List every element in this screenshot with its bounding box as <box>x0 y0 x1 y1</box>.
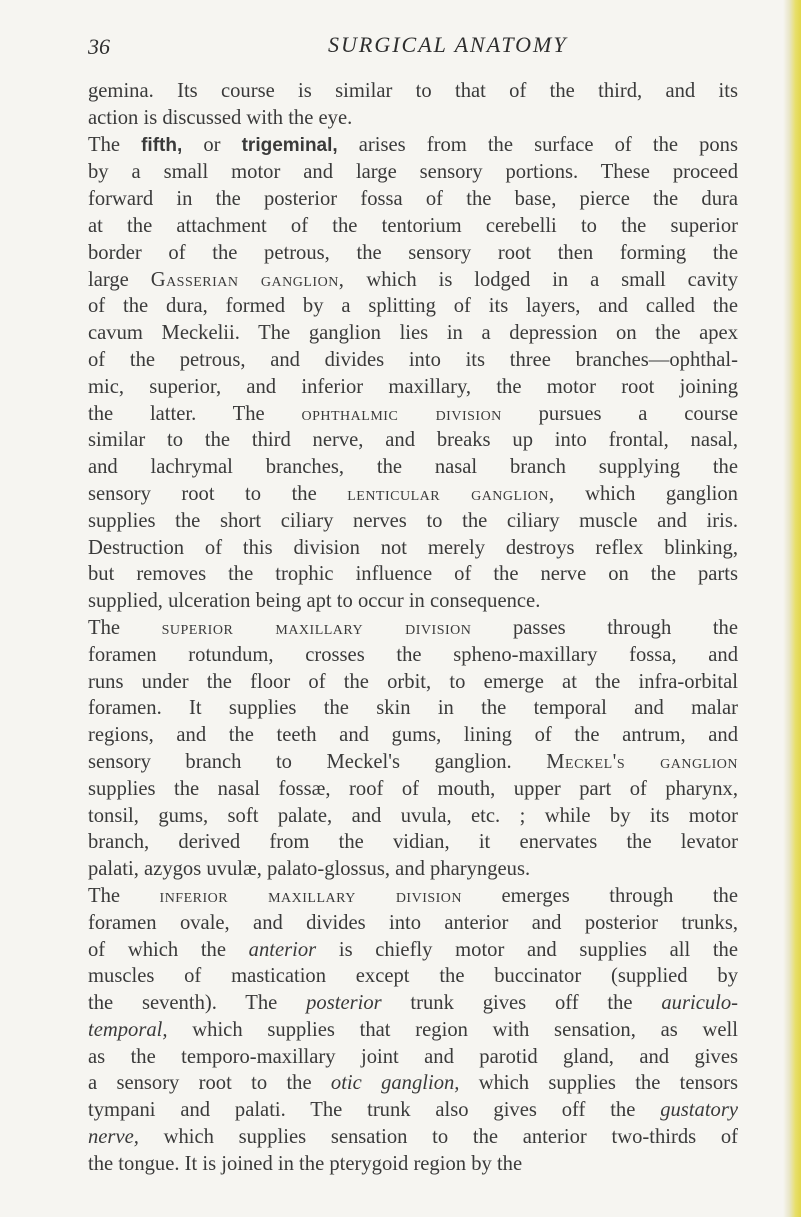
text-line <box>88 240 738 267</box>
bold-term: fifth, <box>141 134 183 156</box>
text-run: The <box>88 133 142 156</box>
text-line <box>88 963 738 990</box>
text-run: Destruction of this division not merely destroys reflex blinking, <box>88 536 738 559</box>
text-run: muscles of mastication except the buccinator (supplied by <box>88 965 738 988</box>
text-line <box>88 642 738 669</box>
text-line <box>88 374 738 401</box>
text-line <box>88 132 738 160</box>
text-run: is chiefly motor and supplies all the <box>316 938 738 961</box>
text-line <box>88 320 738 347</box>
text-line <box>88 481 738 508</box>
text-run: the seventh). The <box>88 992 307 1015</box>
text-run: foramen rotundum, crosses the spheno-maxillary fossa, and <box>88 643 738 666</box>
text-run: at the attachment of the tentorium cerebelli to the superior <box>88 214 738 237</box>
italic-term: posterior <box>306 992 382 1015</box>
text-run: forward in the posterior fossa of the base, pierce the dura <box>88 188 738 211</box>
text-line <box>88 695 738 722</box>
text-line <box>88 347 738 374</box>
text-run: of which the <box>88 938 249 961</box>
text-line <box>88 454 738 481</box>
body-text <box>88 78 738 1178</box>
text-run: which supplies that region with sensation, as well <box>167 1018 738 1041</box>
italic-term: auriculo- <box>661 992 739 1015</box>
text-line <box>88 910 738 937</box>
text-run: tympani and palati. The trunk also gives off the <box>88 1099 661 1122</box>
text-run: foramen ovale, and divides into anterior and posterior trunks, <box>88 911 738 934</box>
text-run: branch, derived from the vidian, it enervates the levator <box>88 831 738 854</box>
text-run: which supplies sensation to the anterior two-thirds of <box>138 1126 738 1149</box>
text-run: regions, and the teeth and gums, lining of the antrum, and <box>88 724 738 747</box>
text-run: border of the petrous, the sensory root then forming the <box>88 241 738 264</box>
small-caps-term: superior maxillary division <box>161 616 472 639</box>
text-run: or <box>182 133 242 156</box>
text-line <box>88 105 738 132</box>
text-line <box>88 508 738 535</box>
page-edge <box>783 0 801 1217</box>
text-line <box>88 1070 738 1097</box>
text-run: supplied, ulceration being apt to occur in consequence. <box>88 590 541 613</box>
text-run: foramen. It supplies the skin in the temporal and malar <box>88 697 738 720</box>
small-caps-term: Meckel's ganglion <box>546 750 738 773</box>
text-line <box>88 186 738 213</box>
italic-term: nerve, <box>88 1126 139 1149</box>
text-run: by a small motor and large sensory portions. These proceed <box>88 161 738 184</box>
text-run: arises from the surface of the pons <box>337 133 738 156</box>
text-line <box>88 669 738 696</box>
text-run: which supplies the tensors <box>459 1072 738 1095</box>
text-run: palati, azygos uvulæ, palato-glossus, and pharyngeus. <box>88 858 531 881</box>
text-line <box>88 293 738 320</box>
text-line <box>88 883 738 910</box>
text-line <box>88 722 738 749</box>
text-run: cavum Meckelii. The ganglion lies in a depression on the apex <box>88 322 738 345</box>
text-line <box>88 78 738 105</box>
text-run: pursues a course <box>501 402 738 425</box>
text-run: large <box>88 268 151 291</box>
text-line <box>88 1151 738 1178</box>
text-line <box>88 856 738 883</box>
text-run: trunk gives off the <box>381 992 662 1015</box>
text-line <box>88 990 738 1017</box>
text-line <box>88 1044 738 1071</box>
text-run: the latter. The <box>88 402 302 425</box>
text-run: of the dura, formed by a splitting of its layers, and called the <box>88 295 738 318</box>
text-run: sensory branch to Meckel's ganglion. <box>88 750 547 773</box>
text-line <box>88 937 738 964</box>
text-line <box>88 1017 738 1044</box>
text-line <box>88 588 738 615</box>
text-line <box>88 1097 738 1124</box>
text-run: which ganglion <box>554 482 738 505</box>
text-run: The <box>88 884 160 907</box>
text-line <box>88 803 738 830</box>
text-line <box>88 401 738 428</box>
page-header <box>88 30 733 64</box>
italic-term: gustatory <box>660 1099 738 1122</box>
text-run: of the petrous, and divides into its three branches—ophthal- <box>88 348 738 371</box>
text-line <box>88 159 738 186</box>
text-run: runs under the floor of the orbit, to emerge at the infra-orbital <box>88 670 738 693</box>
text-run: as the temporo-maxillary joint and parotid gland, and gives <box>88 1045 738 1068</box>
text-line <box>88 267 738 294</box>
text-run: action is discussed with the eye. <box>88 106 353 129</box>
small-caps-term: ophthalmic division <box>301 402 502 425</box>
text-run: sensory root to the <box>88 482 348 505</box>
text-run: the tongue. It is joined in the pterygoid region by the <box>88 1152 523 1175</box>
text-line <box>88 1124 738 1151</box>
text-run: a sensory root to the <box>88 1072 331 1095</box>
text-line <box>88 427 738 454</box>
small-caps-term: Gasserian ganglion, <box>150 268 345 291</box>
text-run: gemina. Its course is similar to that of the third, and its <box>88 80 738 102</box>
text-line <box>88 213 738 240</box>
text-line <box>88 776 738 803</box>
small-caps-term: inferior maxillary division <box>159 884 463 907</box>
small-caps-term: lenticular ganglion, <box>347 482 555 505</box>
bold-term: trigeminal, <box>241 134 338 156</box>
italic-term: anterior <box>248 938 317 961</box>
text-run: passes through the <box>471 616 738 639</box>
text-run: supplies the nasal fossæ, roof of mouth, upper part of pharynx, <box>88 777 738 800</box>
text-run: which is lodged in a small cavity <box>344 268 739 291</box>
italic-term: otic ganglion, <box>330 1072 460 1095</box>
text-run: mic, superior, and inferior maxillary, the motor root joining <box>88 375 738 398</box>
text-line <box>88 749 738 776</box>
text-line <box>88 561 738 588</box>
text-run: similar to the third nerve, and breaks up into frontal, nasal, <box>88 429 738 452</box>
text-line <box>88 829 738 856</box>
italic-term: temporal, <box>88 1018 168 1041</box>
text-run: tonsil, gums, soft palate, and uvula, etc. ; while by its motor <box>88 804 738 827</box>
text-run: and lachrymal branches, the nasal branch supplying the <box>88 456 738 479</box>
text-run: The <box>88 616 162 639</box>
text-line <box>88 535 738 562</box>
text-run: emerges through the <box>462 884 738 907</box>
text-run: supplies the short ciliary nerves to the ciliary muscle and iris. <box>88 509 738 532</box>
text-run: but removes the trophic influence of the nerve on the parts <box>88 563 738 586</box>
text-line <box>88 615 738 642</box>
page-number: 36 <box>88 34 110 59</box>
running-head: SURGICAL ANATOMY <box>328 32 568 57</box>
